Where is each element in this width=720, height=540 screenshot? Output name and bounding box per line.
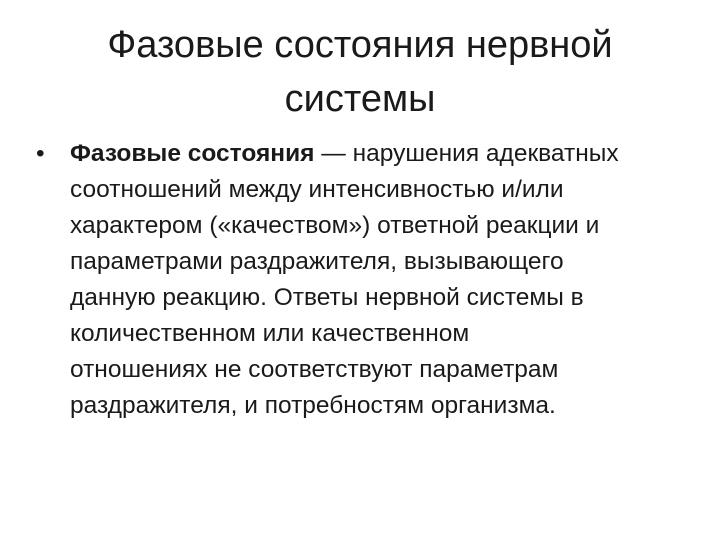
bullet-line-1-rest: — нарушения адекватных (314, 140, 619, 167)
bullet-term: Фазовые состояния (70, 140, 315, 167)
bullet-marker: • (36, 140, 45, 167)
bullet-line-7: отношениях не соответствуют параметрам (70, 356, 559, 383)
slide-body (34, 136, 710, 424)
bullet-line-8: раздражителя, и потребностям организма. (70, 392, 556, 419)
bullet-line-1 (70, 136, 710, 172)
bullet-line-4: параметрами раздражителя, вызывающего (70, 248, 564, 275)
slide-title (0, 18, 720, 126)
bullet-line-2: соотношений между интенсивностью и/или (70, 176, 564, 203)
bullet-item (34, 136, 710, 424)
slide-title-line-2: системы (284, 78, 436, 120)
bullet-line-5: данную реакцию. Ответы нервной системы в (70, 284, 584, 311)
slide-title-line-1: Фазовые состояния нервной (107, 24, 613, 66)
bullet-line-3: характером («качеством») ответной реакции и (70, 212, 600, 239)
bullet-line-6: количественном или качественном (70, 320, 470, 347)
